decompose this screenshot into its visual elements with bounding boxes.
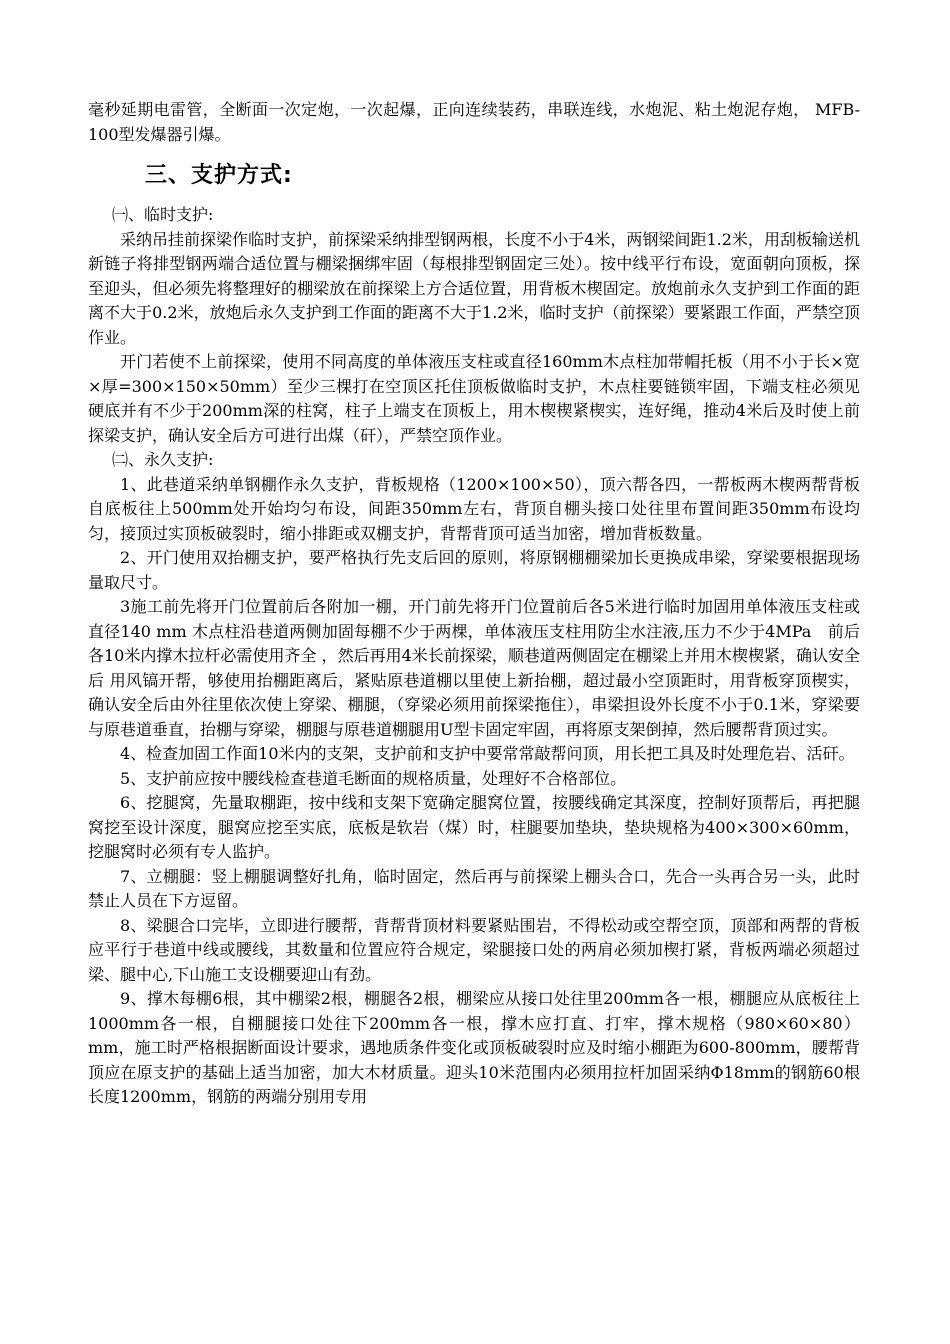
paragraph-permanent-support-8: 8、梁腿合口完毕，立即进行腰帮，背帮背顶材料要紧贴围岩，不得松动或空帮空顶，顶部和两帮的背板应平行于巷道中线或腰线，其数量和位置应符合规定，梁腿接口处的两肩必须加楔打紧，背板两端必须超过梁、腿中心,下山施工支设棚要迎山有劲。 <box>88 915 860 984</box>
paragraph-permanent-support-9: 9、撑木每棚6根，其中棚梁2根，棚腿各2根，棚梁应从接口处往里200mm各一根，棚腿应从底板往上1000mm各一根，自棚腿接口处往下200mm各一根，撑木应打直、打牢，撑木规格（980×60×80）mm，施工时严格根据断面设计要求，遇地质条件变化或顶板破裂时应及时缩小棚距为600-800mm，腰帮背顶应在原支护的基础上适当加密，加大木材质量。迎头10米范围内必须用拉杆加固采纳Φ18mm的钢筋60根长度1200mm，钢筋的两端分别用专用 <box>88 989 860 1106</box>
paragraph-blasting-continued: 毫秒延期电雷管，全断面一次定炮，一次起爆，正向连续装药，串联连线，水炮泥、粘土炮泥存炮， MFB-100型发爆器引爆。 <box>88 100 860 144</box>
subsection-title-permanent-support: ㈡、永久支护: <box>112 450 214 469</box>
section-heading-support-methods: 三、支护方式: <box>145 163 293 188</box>
paragraph-permanent-support-7: 7、立棚腿：竖上棚腿调整好扎角，临时固定，然后再与前探梁上棚头合口，先合一头再合另一头，此时禁止人员在下方逗留。 <box>88 866 860 910</box>
paragraph-permanent-support-1: 1、此巷道采纳单钢棚作永久支护，背板规格（1200×100×50），顶六帮各四，一帮板两木楔两帮背板自底板往上500mm处开始均匀布设，间距350mm左右，背顶自棚头接口处往里布置间距350mm布设均匀，接顶过实顶板破裂时，缩小排距或双棚支护，背帮背顶可适当加密，增加背板数量。 <box>88 474 860 543</box>
paragraph-permanent-support-4: 4、检查加固工作面10米内的支架，支护前和支护中要常常敲帮问顶，用长把工具及时处理危岩、活矸。 <box>120 744 855 763</box>
paragraph-permanent-support-5: 5、支护前应按中腰线检查巷道毛断面的规格质量，处理好不合格部位。 <box>120 768 627 788</box>
paragraph-permanent-support-6: 6、挖腿窝，先量取棚距，按中线和支架下宽确定腿窝位置，按腰线确定其深度，控制好顶帮后，再把腿窝挖至设计深度，腿窝应挖至实底，底板是软岩（煤）时，柱腿要加垫块，垫块规格为400×300×60mm，挖腿窝时必须有专人监护。 <box>88 793 860 861</box>
subsection-title-temporary-support: ㈠、临时支护: <box>112 205 214 224</box>
document-body <box>88 98 860 1110</box>
paragraph-temporary-support-1: 采纳吊挂前探梁作临时支护，前探梁采纳排型钢两根，长度不小于4米，两钢梁间距1.2米，用刮板输送机新链子将排型钢两端合适位置与棚梁捆绑牢固（每根排型钢固定三处）。按中线平行布设，宽面朝向顶板，探至迎头，但必须先将整理好的棚梁放在前探梁上方合适位置，用背板木楔固定。放炮前永久支护到工作面的距离不大于0.2米，放炮后永久支护到工作面的距离不大于1.2米，临时支护（前探梁）要紧跟工作面，严禁空顶作业。 <box>88 229 860 347</box>
paragraph-temporary-support-2: 开门若使不上前探梁，使用不同高度的单体液压支柱或直径160mm木点柱加带帽托板（用不小于长×宽×厚=300×150×50mm）至少三棵打在空顶区托住顶板做临时支护，木点柱要链锁牢固，下端支柱必须见硬底并有不少于200mm深的柱窝，柱子上端支在顶板上，用木楔楔紧楔实，连好绳，推动4米后及时使上前探梁支护，确认安全后方可进行出煤（矸），严禁空顶作业。 <box>88 352 860 445</box>
paragraph-permanent-support-2: 2、开门使用双抬棚支护，要严格执行先支后回的原则，将原钢棚棚梁加长更换成串梁，穿梁要根据现场量取尺寸。 <box>88 548 860 592</box>
paragraph-permanent-support-3: 3施工前先将开门位置前后各附加一棚，开门前先将开门位置前后各5米进行临时加固用单体液压支柱或直径140 mm 木点柱沿巷道两侧加固每棚不少于两棵，单体液压支柱用防尘水注液,压力不少于4MPa 前后各10米内撑木拉杆必需使用齐全 ，然后再用4米长前探梁，顺巷道两侧固定在棚梁上并用木楔楔紧，确认安全后 用风镐开帮，够使用抬棚距离后，紧贴原巷道棚以里使上新抬棚，超过最小空顶距时，用背板穿顶楔实，确认安全后由外往里依次使上穿梁、棚腿，（穿梁必须用前探梁拖住），串梁担设外长度不小于0.1米，穿梁要与原巷道垂直，抬棚与穿梁，棚腿与原巷道棚腿用U型卡固定牢固，再将原支架倒掉，然后腰帮背顶过实。 <box>88 597 860 739</box>
